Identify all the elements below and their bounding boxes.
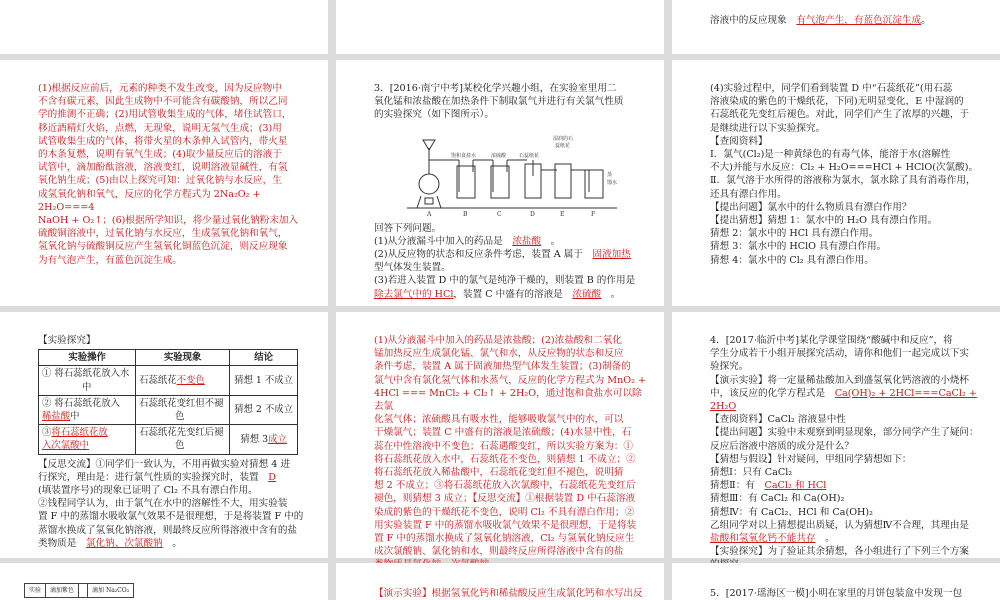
question-text: 3．[2016·南宁中考]某校化学兴趣小组，在实验室里用二 <box>374 83 617 94</box>
answer: 成立 <box>268 433 287 445</box>
text-line: 移近酒精灯火焰，点燃，无现象，说明无氢气生成；(3)用 <box>38 122 282 134</box>
question-text: (3)若进入装置 D 中的氯气是纯净干燥的，则装置 B 的作用是 <box>374 275 636 287</box>
text-line: 将石蕊纸花放入水中，石蕊纸花不变色，则猜想 1 不成立；② <box>374 453 636 465</box>
table-header: 实验操作 <box>39 350 136 366</box>
text-line: 行探究，理由是：进行氯气性质的实验探究时，装置 D <box>38 471 276 483</box>
slide-thumbnail[interactable] <box>336 563 664 600</box>
table-row: ① 将石蕊纸花放入水 中 石蕊纸花不变色 猜想 1 不成立 <box>39 366 298 395</box>
text-line: 氧化钠生成；(5)由以上探究可知：过氧化钠与水反应，生 <box>38 175 282 187</box>
text-line: Ⅱ．氯气溶于水所得的溶液称为氯水，氯水除了具有消毒作用， <box>710 175 976 187</box>
text-line: ②钱程同学认为，由于氯气在水中的溶解性不大，用实验装 <box>38 498 288 510</box>
question-text: 的实验探究（如下图所示）。 <box>374 109 494 121</box>
text-line: 是继续进行以下实验探究。 <box>710 122 826 134</box>
text-line: 【查阅资料】CaCl₂ 溶液显中性 <box>710 414 846 426</box>
text-line: 不含有碳元素，因此生成物中不可能含有碳酸钠，所以乙同 <box>38 96 288 108</box>
text-line: (1)根据反应前后，元素的种类不发生改变，因为反应物中 <box>38 83 282 94</box>
section-title: 【实验探究】 <box>38 335 96 346</box>
slide-thumbnail[interactable] <box>672 563 1000 600</box>
label-text: F <box>591 210 596 218</box>
text-line: 验探究。 <box>710 361 749 373</box>
question-text: 除去氯气中的 HCl，装置 C 中盛有的溶液是 浓硫酸 。 <box>374 288 621 300</box>
text-line: 【猜想与假设】针对疑问，甲组同学猜想如下： <box>710 453 912 465</box>
question-text: 型气体发生装置。 <box>374 262 451 274</box>
text-line: 【查阅资料】 <box>710 135 768 147</box>
label-text: 饱和食盐水 <box>451 152 477 159</box>
text-line: 溶液中的反应现象 有气泡产生，有蓝色沉淀生成。 <box>710 15 931 26</box>
answer: 固液加热 <box>592 249 631 261</box>
text-line: (4)实验过程中，同学们看到装置 D 中“石蕊纸花”(用石蕊 <box>710 83 953 94</box>
text-line: 化氢气体；浓硫酸具有吸水性，能够吸收氯气中的水，可以 <box>374 414 624 426</box>
text-line: 试管收集生成的气体，将带火星的木条伸入试管内，带火星 <box>38 135 288 147</box>
text-line: 置 F 中的蒸馏水吸收氯气效果不是很理想，于是将装置 F 中的 <box>38 511 304 523</box>
text-line: 【反思交流】①同学们一致认为，不用再做实验对猜想 4 进 <box>38 458 291 470</box>
answer-explanation <box>0 60 328 267</box>
text-line: 猜想Ⅲ：有 CaCl₂ 和 Ca(OH)₂ <box>710 493 845 505</box>
slide-thumbnail[interactable] <box>0 0 328 54</box>
text-line: 【实验探究】为了验证其余猜想，各小组进行了下列三个方案 <box>710 546 970 558</box>
text-line: 猜想 2：氯水中的 HCl 具有漂白作用。 <box>710 228 879 240</box>
slide-thumbnail[interactable] <box>0 312 328 558</box>
text-line: 猜想 3：氯水中的 HClO 具有漂白作用。 <box>710 241 887 253</box>
text-line: 【提出问题】实验中未观察到明显现象，部分同学产生了疑问： <box>710 427 979 439</box>
text-line: 猜想Ⅳ：有 CaCl₂、HCl 和 Ca(OH)₂ <box>710 506 874 518</box>
text-line: 【提出猜想】猜想 1：氯水中的 H₂O 具有漂白作用。 <box>710 215 938 227</box>
text-line: 石蕊纸花先变红后褪色。对此，同学们产生了浓厚的兴趣，于 <box>710 109 970 121</box>
label-text: B <box>463 210 468 218</box>
text-line: 4．[2017·临沂中考]某化学课堂围绕“酸碱中和反应”，将 <box>710 335 953 346</box>
experiment-table <box>38 349 298 454</box>
text-line: 成次氯酸钠、氯化钠和水，则最终反应所得溶液中含有的盐 <box>374 546 624 558</box>
text-line: 还具有漂白作用。 <box>710 188 787 200</box>
label-text: 浓硫酸 <box>491 152 507 159</box>
label-text: C <box>497 210 502 218</box>
text-line: 溶液染成的紫色的干燥纸花，下同)无明显变化，E 中湿润的 <box>710 96 964 108</box>
text-line: Ⅰ．氯气(Cl₂)是一种黄绿色的有毒气体，能溶于水(溶解性 <box>710 149 951 161</box>
text-line: 学的推测不正确；(2)用试管收集生成的气体，堵住试管口， <box>38 109 292 121</box>
text-line: 【演示实验】将一定量稀盐酸加入到盛氢氧化钙溶液的小烧杯 <box>710 374 970 386</box>
text-line: 锰加热反应生成氯化锰、氯气和水，从反应物的状态和反应 <box>374 348 624 360</box>
text-line: NaOH + O₂↑；(6)根据所学知识，将少量过氧化钠粉末加入 <box>38 215 299 227</box>
answer: 除去氯气中的 HCl <box>374 288 454 300</box>
text-line: 中，该反应的化学方程式是 Ca(OH)₂ + 2HCl===CaCl₂ + 2H₂O <box>710 387 977 413</box>
text-line: 不大)并能与水反应：Cl₂ + H₂O===HCl + HClO(次氯酸)。 <box>710 162 979 174</box>
label-text: 蕊纸花 <box>555 142 571 149</box>
text-line: 猜想Ⅰ：只有 CaCl₂ <box>710 467 793 479</box>
answer: 有气泡产生，有蓝色沉淀生成 <box>796 15 922 26</box>
text-line: 乙组同学对以上猜想提出质疑，认为猜想Ⅳ不合理，其理由是 <box>710 519 970 531</box>
slide-thumbnail[interactable] <box>336 0 664 54</box>
table-row: ③将石蕊纸花放 入次氯酸中 石蕊纸花先变红后褪 色 猜想 3成立 <box>39 425 298 454</box>
label-text: 湿润的石 <box>553 135 574 142</box>
label-text: 馏水 <box>607 179 618 186</box>
question-text: 回答下列问题。 <box>374 222 442 234</box>
text-line: (1)从分液漏斗中加入的药品是浓盐酸；(2)浓盐酸和二氧化 <box>374 335 622 346</box>
text-line: 用实验装置 F 中的蒸馏水吸收氯气效果不是很理想，于是将装 <box>374 519 637 531</box>
answer: 浓硫酸 <box>572 288 602 300</box>
slide-thumbnail[interactable] <box>0 60 328 306</box>
table-header: 实验现象 <box>136 350 230 366</box>
question-text: (2)从反应物的状态和反应条件考虑，装置 A 属于 固液加热 <box>374 249 631 261</box>
question-text: (1)从分液漏斗中加入的药品是 浓盐酸 。 <box>374 235 561 247</box>
question-text: 氧化锰和浓盐酸在加热条件下制取氯气并进行有关氯气性质 <box>374 96 624 108</box>
answer: Ca(OH)₂ + 2HCl===CaCl₂ + 2H₂O <box>710 387 977 413</box>
answer: 盐酸和氢氧化钙不能共存 <box>710 533 816 545</box>
text-line: 4HCl === MnCl₂ + Cl₂↑ + 2H₂O，通过饱和食盐水可以除去氯 <box>374 387 642 413</box>
answer: CaCl₂ 和 HCl <box>764 480 827 492</box>
text-line: 猜想Ⅱ：有 CaCl₂ 和 HCl <box>710 480 827 492</box>
apparatus-diagram <box>407 126 617 218</box>
text-line: 将石蕊纸花放入稀盐酸中，石蕊纸花变红但不褪色，说明猜 <box>374 467 624 479</box>
text-line: 学生分成若干小组开展探究活动，请你和他们一起完成以下实 <box>710 348 970 360</box>
text-line: 的木条复燃，说明有氧气生成；(4)取少量反应后的溶液于 <box>38 149 282 161</box>
table-header: 结论 <box>230 350 298 366</box>
text-line: 猜想 4：氯水中的 Cl₂ 具有漂白作用。 <box>710 254 874 266</box>
answer: 浓盐酸 <box>512 235 542 247</box>
text-line: 反应后溶液中溶质的成分是什么？ <box>710 440 854 452</box>
text-line: 置 F 中的蒸馏水换成了氢氧化钠溶液，Cl₂ 与氢氧化钠反应生 <box>374 533 635 545</box>
text-line: 褪色，则猜想 3 成立；【反思交流】①根据装置 D 中石蕊溶液 <box>374 493 636 505</box>
label-text: 蒸 <box>607 171 613 178</box>
text-line: 氯气中含有氯化氢气体和水蒸气，反应的化学方程式为 MnO₂ + <box>374 374 647 386</box>
flask-shape <box>419 174 439 194</box>
text-line: 硫酸铜溶液中，过氧化钠与水反应，生成氢氧化钠和氧气， <box>38 228 288 240</box>
text-line: 类物质是 氯化钠、次氯酸钠 。 <box>38 537 182 549</box>
table-row: ② 将石蕊纸花放入 稀盐酸中 石蕊纸花变红但不褪 色 猜想 2 不成立 <box>39 395 298 424</box>
text-line: 条件考虑，装置 A 属于固液加热型气体发生装置；(3)制备的 <box>374 361 631 373</box>
answer: 稀盐酸 <box>42 411 71 423</box>
label-text: D <box>530 210 535 218</box>
text-line: 成氢氧化钠和氧气，反应的化学方程式为 2Na₂O₂ + 2H₂O===4 <box>38 188 261 213</box>
slide-thumbnail[interactable] <box>336 60 664 306</box>
answer: D <box>268 471 276 483</box>
text-line: 干燥氯气；装置 C 中盛有的溶液是浓硫酸；(4)水显中性，石 <box>374 427 632 439</box>
slide-thumbnail[interactable] <box>672 312 1000 558</box>
answer: 氯化钠、次氯酸钠 <box>85 537 163 549</box>
text-line: 【提出问题】氯水中的什么物质具有漂白作用？ <box>710 201 912 213</box>
slide-thumbnail[interactable] <box>0 563 328 600</box>
text-line: 染成的紫色的干燥纸花不变色，说明 Cl₂ 不具有漂白作用；② <box>374 506 635 518</box>
text-line: (填装置序号)的现象已证明了 Cl₂ 不具有漂白作用。 <box>38 485 258 497</box>
text-line: 想 2 不成立；③将石蕊纸花放入次氯酸中，石蕊纸花先变红后 <box>374 480 636 492</box>
text-line: 蕊在中性溶液中不变色；石蕊遇酸变红，所以实验方案为：① <box>374 440 634 452</box>
label-text: E <box>560 210 565 218</box>
text-line: 【演示实验】根据氢氧化钙和稀盐酸反应生成氯化钙和水写出反 <box>374 588 643 599</box>
label-text: A <box>427 210 432 218</box>
text-line: 氢氧化钠与硫酸铜反应产生氢氧化铜蓝色沉淀，则反应现象 <box>38 241 288 253</box>
text-line: 5．[2017·瑶海区一模]小明在家里的月饼包装盒中发现一包 <box>710 588 963 599</box>
answer: 入次氯酸中 <box>42 440 89 452</box>
experiment-table: 实验 滴加紫色 滴加 Na₂CO₃ <box>24 583 134 598</box>
answer: 将石蕊纸花放 <box>51 427 108 439</box>
text-line: 为有气泡产生，有蓝色沉淀生成。 <box>38 254 182 266</box>
slide-thumbnail[interactable] <box>672 60 1000 306</box>
answer-explanation <box>336 312 664 572</box>
text-line: 蒸馏水换成了氢氧化钠溶液，则最终反应所得溶液中含有的盐 <box>38 524 298 536</box>
text-line: 盐酸和氢氧化钙不能共存 。 <box>710 533 835 545</box>
text-line: 试管中，滴加酚酞溶液，溶液变红，说明溶液显碱性，有氢 <box>38 162 288 174</box>
slide-thumbnail[interactable] <box>336 312 664 558</box>
answer: 不变色 <box>176 375 205 386</box>
slide-thumbnail[interactable] <box>672 0 1000 54</box>
label-text: 石蕊纸花 <box>519 152 540 159</box>
